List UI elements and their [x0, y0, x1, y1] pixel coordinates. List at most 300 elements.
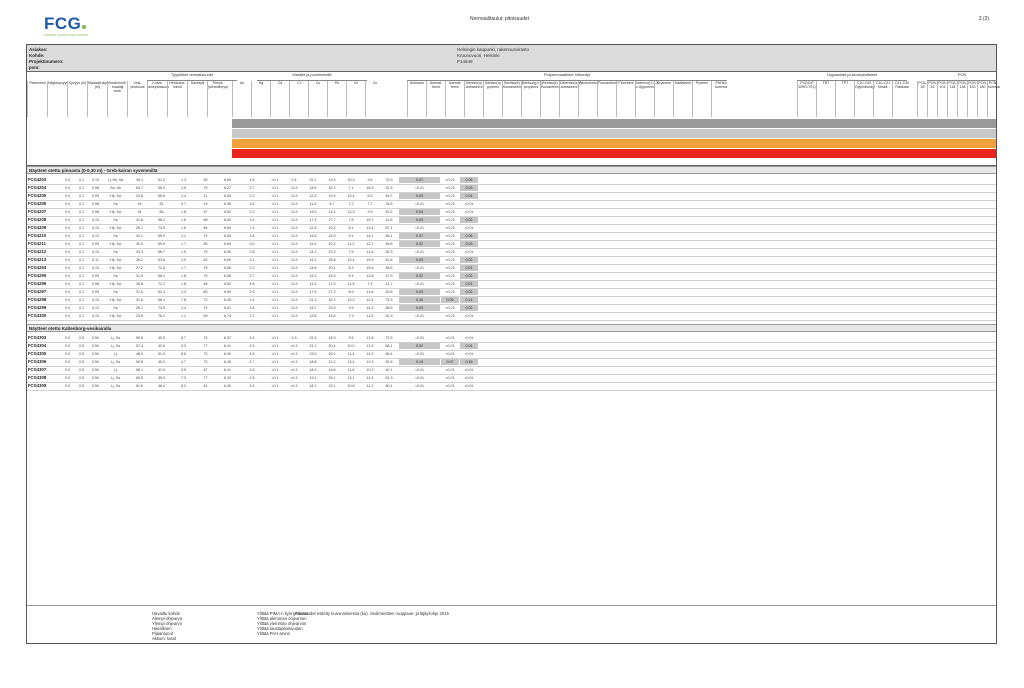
table-cell: 2.4 [249, 336, 255, 340]
meta-label-date: pvm: [29, 65, 40, 70]
table-cell: 16.6 [309, 234, 317, 238]
column-header-left-9: Tiheys (kiintotiheys) [207, 81, 227, 117]
table-cell: 0.03 [460, 241, 478, 247]
table-cell: 4.7 [181, 360, 186, 364]
table-cell: 18.5 [309, 186, 317, 190]
table-cell: 0.02 [460, 217, 478, 223]
table-cell: <0.3 [290, 202, 298, 206]
table-cell: 6.41 [224, 344, 231, 348]
table-cell: 1.8 [181, 282, 186, 286]
table-cell: 0.09 [92, 194, 99, 198]
table-cell: 0.0 [65, 298, 70, 302]
table-cell: 11.2 [347, 242, 355, 246]
page-number: 3 (3) [978, 16, 989, 22]
table-cell: 18.8 [309, 360, 317, 364]
table-row [27, 312, 996, 321]
table-cell: 16.6 [328, 368, 336, 372]
table-cell: 8.1 [348, 226, 354, 230]
table-cell: <0.01 [445, 258, 455, 262]
table-cell: 0.02 [399, 273, 440, 279]
column-header-left-1: Näytesyvyys [47, 81, 67, 117]
table-cell: 6.65 [224, 194, 231, 198]
table-cell: 19.1 [309, 376, 317, 380]
table-cell: <0.3 [290, 306, 298, 310]
table-cell: 0.50 [92, 376, 99, 380]
table-cell: 6.52 [224, 218, 231, 222]
table-cell: 46.5 [385, 242, 393, 246]
table-cell: 6.61 [224, 306, 231, 310]
table-cell: <0.01 [414, 202, 425, 206]
table-cell: <0.1 [271, 178, 279, 182]
table-cell: <0.1 [271, 360, 279, 364]
table-cell: 41.8 [136, 218, 143, 222]
column-header-left-6: Kuiva-ainepitoisuus [147, 81, 167, 117]
table-cell: 0.0 [65, 178, 70, 182]
column-header-left-5: Vesi-pitoisuus [127, 81, 147, 117]
table-cell: 34.5 [385, 202, 393, 206]
table-cell: 26.1 [136, 226, 143, 230]
table-cell: 0.7 [181, 202, 186, 206]
table-cell: 0.09 [92, 242, 99, 246]
table-cell: 0.1 [79, 258, 84, 262]
table-cell: 0.0 [65, 250, 70, 254]
table-cell: <0.01 [464, 368, 474, 372]
table-cell: <0.01 [445, 186, 455, 190]
table-cell: 41.7 [385, 282, 393, 286]
table-cell: 0.10 [92, 266, 99, 270]
table-cell: 2.5 [249, 250, 255, 254]
sample-id: FCG4305 [28, 351, 47, 356]
table-cell: 1.6 [181, 226, 186, 230]
table-cell: 17.0 [328, 282, 336, 286]
sample-id: FCG4300 [28, 313, 47, 318]
table-cell: 0.1 [79, 178, 84, 182]
table-cell: 23.3 [328, 250, 336, 254]
table-cell: 10.2 [347, 298, 355, 302]
table-cell: <0.1 [271, 298, 279, 302]
table-cell: 59.8 [136, 360, 143, 364]
table-cell: 6.74 [224, 314, 231, 318]
table-cell: 23.8 [136, 314, 143, 318]
table-cell: 0.0 [65, 290, 70, 294]
threshold-band-1 [232, 119, 996, 128]
table-cell: 7.7 [367, 202, 373, 206]
table-cell: <0.01 [414, 282, 425, 286]
sample-id: FCG4308 [28, 375, 47, 380]
table-cell: <0.01 [445, 274, 455, 278]
table-cell: 0.03 [399, 305, 440, 311]
table-cell: 0.0 [65, 202, 70, 206]
legend-item: Haitallinen [152, 626, 172, 631]
table-cell: 0.1 [79, 218, 84, 222]
sample-id: FCG4295 [28, 273, 47, 278]
table-cell: 75.3 [385, 298, 393, 302]
column-header-metals-0: As [232, 81, 251, 117]
meta-value-site: Kruunuvuori, Helsinki [457, 53, 500, 58]
table-cell: 0.16 [460, 359, 478, 365]
table-cell: <0.01 [464, 202, 474, 206]
table-cell: 32.3 [328, 298, 336, 302]
table-cell: 6.33 [224, 376, 231, 380]
table-cell: 2.6 [249, 368, 255, 372]
table-cell: 13.4 [366, 226, 374, 230]
sample-id: FCG4204 [28, 185, 47, 190]
table-cell: 41.6 [385, 218, 393, 222]
table-cell: 14.2 [366, 306, 374, 310]
table-cell: 2.0 [181, 258, 186, 262]
table-cell: Lj, Sa [110, 360, 121, 364]
table-cell: <0.3 [290, 234, 298, 238]
meta-value-project: P14649 [457, 59, 473, 64]
legend-item: Akkum. tasot [152, 636, 177, 641]
table-cell: 20.4 [328, 344, 336, 348]
group-metals: Metallit ja puolimetallit [257, 72, 367, 81]
table-cell: <0.3 [290, 352, 298, 356]
table-cell: <0.3 [290, 314, 298, 318]
table-cell: 58.2 [158, 218, 165, 222]
table-cell: 0.14 [460, 297, 478, 303]
table-cell: 1.7 [181, 266, 186, 270]
table-cell: <0.1 [271, 384, 279, 388]
table-cell: 59.5 [136, 336, 143, 340]
table-cell: 8.6 [181, 352, 186, 356]
table-cell: Hk, Sa [110, 258, 121, 262]
table-cell: 0.08 [92, 282, 99, 286]
table-cell: <0.1 [271, 242, 279, 246]
legend-item: Ylittää alemman ohjearvon [257, 616, 307, 621]
table-cell: 78 [203, 266, 208, 270]
table-cell: 0.50 [92, 368, 99, 372]
table-cell: 0.09 [92, 274, 99, 278]
table-cell: <0.1 [271, 336, 279, 340]
table-cell: 0.0 [65, 282, 70, 286]
threshold-band-4 [232, 149, 996, 158]
table-cell: 0.05 [441, 297, 459, 303]
table-cell: 4.5 [249, 282, 255, 286]
table-cell: 48.6 [385, 266, 393, 270]
table-cell: 79 [203, 186, 208, 190]
column-header-left-8: Savespit [187, 81, 207, 117]
table-cell: Hk, Sa [110, 314, 121, 318]
table-cell: 0.04 [460, 193, 478, 199]
sample-id: FCG4307 [28, 367, 47, 372]
table-cell: 0.02 [460, 305, 478, 311]
column-header-pah-15: Pyreeni [692, 81, 711, 117]
logo-text: FCG [44, 14, 82, 33]
table-cell: 0.0 [65, 218, 70, 222]
table-cell: 26.8 [328, 258, 336, 262]
sample-id: FCG4210 [28, 233, 47, 238]
table-cell: 2.4 [249, 298, 255, 302]
table-cell: 0.01 [460, 265, 478, 271]
table-cell: 65 [203, 242, 208, 246]
table-cell: 28.8 [136, 282, 143, 286]
table-cell: 7.3 [181, 376, 186, 380]
column-header-pcb-6: PCB-180 [977, 81, 987, 117]
table-cell: 67 [203, 368, 208, 372]
table-cell: 6.58 [224, 274, 231, 278]
column-header-pcb-5: PCB-153 [967, 81, 977, 117]
table-cell: 0.0 [65, 376, 70, 380]
table-cell: 10.3 [366, 360, 374, 364]
table-cell: 6.37 [224, 336, 231, 340]
table-cell: 0.5 [79, 384, 84, 388]
table-cell: 0.0 [65, 314, 70, 318]
table-cell: 2.1 [181, 234, 186, 238]
table-cell: 60.1 [385, 384, 393, 388]
column-header-organotin-1: TBT [816, 81, 835, 117]
table-cell: 6.56 [224, 250, 231, 254]
table-cell: 6.59 [224, 290, 231, 294]
table-cell: <0.01 [414, 368, 425, 372]
table-cell: 2.8 [249, 306, 255, 310]
table-cell: 2.4 [249, 384, 255, 388]
table-cell: 0.1 [79, 282, 84, 286]
table-cell: <0.3 [290, 218, 298, 222]
table-cell: <0.3 [290, 344, 298, 348]
table-cell: <0.3 [290, 186, 298, 190]
table-cell: 15.6 [366, 266, 374, 270]
sample-id: FCG4212 [28, 249, 47, 254]
table-cell: 2.1 [249, 314, 255, 318]
table-cell: 0.50 [92, 344, 99, 348]
table-cell: 7.9 [348, 314, 354, 318]
table-cell: 7.2 [348, 202, 354, 206]
table-cell: <0.01 [414, 352, 425, 356]
table-cell: 1.8 [181, 274, 186, 278]
table-cell: Lj, Hk, Sa [107, 178, 124, 182]
column-header-pah-1: Asenaf-teeni [426, 81, 445, 117]
table-cell: 0.03 [399, 289, 440, 295]
table-cell: 72 [203, 298, 208, 302]
table-cell: 2.7 [249, 274, 255, 278]
table-cell: <0.01 [464, 210, 474, 214]
table-cell: 3.0 [249, 242, 255, 246]
table-cell: 0.5 [79, 360, 84, 364]
table-cell: Sa [113, 218, 118, 222]
table-cell: Hk, Sa [110, 242, 121, 246]
table-cell: <0.1 [271, 202, 279, 206]
table-cell: 22.4 [309, 336, 317, 340]
table-cell: 4.5 [249, 178, 255, 182]
table-cell: 72 [203, 352, 208, 356]
table-cell: 24.8 [136, 194, 143, 198]
table-cell: 27.7 [328, 218, 336, 222]
table-cell: 0.0 [65, 360, 70, 364]
group-pah: Polyaromaattiset hiilivedyt [407, 72, 727, 81]
column-header-pah-12: Indeeno(1,2,3-c,d)pyreeni [635, 81, 654, 117]
table-cell: 68 [203, 218, 208, 222]
table-cell: 51.9 [385, 314, 393, 318]
table-cell: 9.4 [348, 274, 354, 278]
table-cell: 9.5 [348, 306, 354, 310]
table-cell: 2.4 [181, 194, 186, 198]
table-cell: <0.01 [445, 368, 455, 372]
table-cell: 10.2 [366, 368, 374, 372]
table-cell: 51.0 [158, 352, 165, 356]
table-cell: 41.9 [158, 368, 165, 372]
table-cell: <0.3 [290, 274, 298, 278]
table-cell: 48.0 [136, 352, 143, 356]
table-cell: 0.09 [92, 290, 99, 294]
meta-label-client: Asiakas: [29, 47, 48, 52]
table-cell: 0.0 [65, 266, 70, 270]
table-cell: 0.0 [65, 210, 70, 214]
table-cell: <0.1 [271, 274, 279, 278]
legend-item: Ylittää PIMA:n kynnysarvon [257, 611, 309, 616]
table-cell: 2.5 [249, 376, 255, 380]
table-cell: 0.01 [460, 343, 478, 349]
column-header-pcb-7: PCB summa [987, 81, 997, 117]
table-cell: 0.10 [92, 298, 99, 302]
column-header-left-0: Pisteneimi [27, 81, 47, 117]
table-cell: 17.4 [309, 218, 317, 222]
table-cell: 72 [203, 360, 208, 364]
table-cell: 72.5 [385, 336, 393, 340]
table-cell: <0.01 [464, 314, 474, 318]
table-cell: 21.2 [328, 360, 336, 364]
sample-id: FCG4304 [28, 343, 47, 348]
column-header-organotin-4: C10-C21 Keskit. [873, 81, 892, 117]
table-cell: <0.01 [445, 202, 455, 206]
table-cell: 0.10 [92, 250, 99, 254]
table-cell: 0.02 [460, 273, 478, 279]
table-cell: 1.5 [181, 250, 186, 254]
table-cell: 65.6 [158, 194, 165, 198]
table-cell: <0.3 [290, 384, 298, 388]
table-cell: Hk, Sa [110, 282, 121, 286]
table-cell: 66.4 [385, 352, 393, 356]
table-cell: 81 [203, 384, 208, 388]
threshold-band-2 [232, 129, 996, 138]
table-cell: 75 [203, 274, 208, 278]
table-cell: <0.01 [414, 384, 425, 388]
table-cell: 0.0 [65, 194, 70, 198]
table-cell: <0.01 [464, 226, 474, 230]
legend-item: Ylittää taustapitoisuuden [257, 626, 303, 631]
column-header-pah-9: Fenantreeni [578, 81, 597, 117]
table-cell: <0.01 [445, 344, 455, 348]
table-cell: <0.3 [290, 194, 298, 198]
sample-id: FCG4294 [28, 265, 47, 270]
table-cell: 24.9 [328, 234, 336, 238]
table-cell: Sa, Hk [110, 186, 121, 190]
sample-id: FCG4298 [28, 297, 47, 302]
column-header-pah-2: Asenaf-teeni [445, 81, 464, 117]
sample-id: FCG4203 [28, 177, 47, 182]
table-cell: <0.01 [445, 242, 455, 246]
table-cell: 25.1 [328, 376, 336, 380]
table-cell: 62.4 [158, 290, 165, 294]
table-cell: <0.3 [290, 250, 298, 254]
table-cell: 20.1 [328, 266, 336, 270]
table-cell: 16 [137, 202, 142, 206]
table-cell: 66.7 [158, 250, 165, 254]
company-logo [44, 14, 88, 37]
sample-id: FCG4296 [28, 281, 47, 286]
table-cell: 68.1 [385, 344, 393, 348]
legend-item: Pilaantunut [152, 631, 173, 636]
table-cell: <0.3 [290, 226, 298, 230]
table-cell: 34 [137, 210, 142, 214]
table-cell: 23.9 [328, 306, 336, 310]
table-cell: <0.1 [271, 376, 279, 380]
table-cell: Hk, Sa [110, 194, 121, 198]
table-cell: 0.5 [79, 336, 84, 340]
table-cell: 52.6 [385, 360, 393, 364]
table-cell: 57.9 [385, 274, 393, 278]
table-cell: 11.6 [366, 250, 374, 254]
table-cell: 69.5 [158, 242, 165, 246]
table-cell: <0.3 [290, 258, 298, 262]
table-cell: <0.1 [271, 210, 279, 214]
column-header-pah-3: Bentso(a) antraseeni [464, 81, 483, 117]
table-cell: <0.1 [271, 306, 279, 310]
column-header-pah-13: Kryseeni [654, 81, 673, 117]
table-cell: 0.12 [92, 306, 99, 310]
table-cell: 14.4 [328, 210, 336, 214]
column-header-organotin-3: C10-C40 Öljyhiilivedyt [854, 81, 873, 117]
legend-item: Ylittää ylemmän ohjearvon [257, 621, 307, 626]
table-cell: 20.2 [328, 226, 336, 230]
table-cell: 0.10 [92, 226, 99, 230]
table-cell: 27.2 [136, 266, 143, 270]
column-header-metals-7: Zn [365, 81, 384, 117]
table-cell: 0.03 [460, 185, 478, 191]
table-cell: 0.08 [92, 202, 99, 206]
table-cell: Hk, Sa [110, 210, 121, 214]
table-cell: 73.9 [158, 306, 165, 310]
table-cell: <0.01 [464, 336, 474, 340]
table-cell: 16.9 [366, 186, 374, 190]
column-header-pcb-1: PCB-52 [927, 81, 937, 117]
table-cell: <0.1 [271, 250, 279, 254]
table-cell: 14.6 [309, 266, 317, 270]
table-cell: <0.1 [271, 234, 279, 238]
table-cell: <0.1 [271, 218, 279, 222]
table-cell: 21.3 [309, 298, 317, 302]
table-cell: <0.1 [271, 368, 279, 372]
sample-id: FCG4213 [28, 257, 47, 262]
table-cell: 7.4 [249, 226, 255, 230]
table-cell: <0.3 [290, 360, 298, 364]
table-cell: <0.01 [464, 352, 474, 356]
table-cell: <0.01 [445, 336, 455, 340]
table-cell: 0.0 [65, 186, 70, 190]
project-metadata [27, 45, 996, 72]
sample-id: FCG4206 [28, 201, 47, 206]
table-cell: 0.0 [65, 344, 70, 348]
sample-id: FCG4205 [28, 193, 47, 198]
table-cell: 11.8 [309, 202, 317, 206]
table-cell: 58.1 [136, 368, 143, 372]
table-cell: 75.9 [385, 178, 393, 182]
table-cell: Hk, Sa [110, 266, 121, 270]
table-cell: Lj, Sa [110, 344, 121, 348]
column-header-pcb-3: PCB-118 [947, 81, 957, 117]
table-cell: 20.3 [328, 242, 336, 246]
table-cell: 13.2 [366, 344, 374, 348]
table-cell: 13.4 [347, 360, 355, 364]
table-cell: 0.1 [79, 234, 84, 238]
table-cell: 0.02 [460, 257, 478, 263]
table-cell: 9.5 [348, 336, 354, 340]
table-cell: 0.1 [79, 250, 84, 254]
table-cell: 34.1 [136, 234, 143, 238]
table-cell: <0.1 [271, 226, 279, 230]
table-cell: 0.03 [399, 257, 440, 263]
table-cell: 10.4 [347, 194, 355, 198]
